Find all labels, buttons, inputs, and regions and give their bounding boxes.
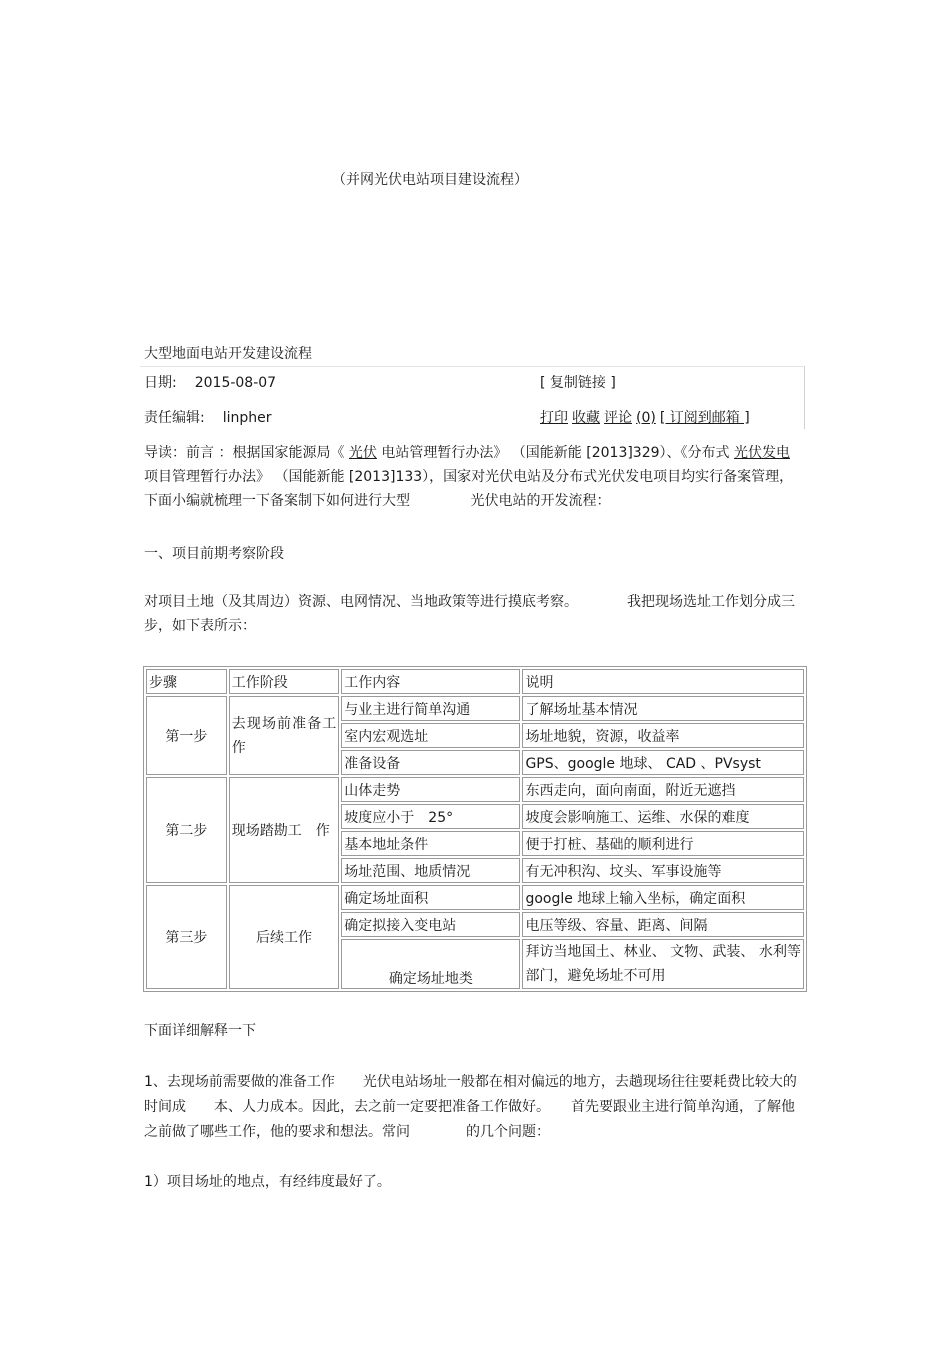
subscribe-link[interactable]: [ 订阅到邮箱 ] (659, 410, 750, 426)
note-cell: 了解场址基本情况 (522, 696, 804, 721)
step-cell: 第一步 (146, 696, 227, 775)
table-row (146, 885, 804, 910)
intro-text-2: 电站管理暂行办法》 （国能新能 [2013]329）、《分布式 (376, 445, 734, 461)
article-title: 大型地面电站开发建设流程 (144, 346, 312, 362)
editor-row (144, 407, 272, 427)
content-cell: 确定场址面积 (341, 885, 520, 910)
document-subtitle: （并网光伏电站项目建设流程） (332, 172, 528, 188)
comment-count: (0) (636, 410, 656, 426)
stage-cell: 现场踏勘工 作 (229, 777, 340, 883)
step-cell: 第三步 (146, 885, 227, 989)
date-value: 2015-08-07 (194, 375, 277, 391)
stage-cell: 后续工作 (229, 885, 340, 989)
table-row (146, 777, 804, 802)
section-heading-2: 下面详细解释一下 (144, 1023, 256, 1039)
content-cell: 坡度应小于 25° (341, 804, 520, 829)
note-cell: 东西走向，面向南面，附近无遮挡 (522, 777, 804, 802)
stage-cell: 去现场前准备工作 (229, 696, 340, 775)
copy-link-button[interactable]: [ 复制链接 ] (540, 375, 616, 391)
date-row (144, 372, 276, 392)
paragraph-preparation: 1、去现场前需要做的准备工作 光伏电站场址一般都在相对偏远的地方，去趟现场往往要耗费比较大的时间成 本、人力成本。因此，去之前一定要把准备工作做好。 首先要跟业主进行简单沟通，了解他之前做了哪些工作，他的要求和想法。常问 的几个问题： (144, 1074, 797, 1140)
content-cell: 准备设备 (341, 750, 520, 775)
intro-text-3: 项目管理暂行办法》 （国能新能 [2013]133），国家对光伏电站及分布式光伏发电项目均实行备案管理，下面小编就梳理一下备案制下如何进行大型 光伏电站的开发流程： (144, 469, 794, 509)
editor-label: 责任编辑: (144, 410, 205, 426)
note-cell: 便于打桩、基础的顺利进行 (522, 831, 804, 856)
intro-link-pv[interactable]: 光伏 (348, 445, 377, 461)
content-cell: 场址范围、地质情况 (341, 858, 520, 883)
table-row (146, 696, 804, 721)
list-item: 1）项目场址的地点，有经纬度最好了。 (144, 1174, 391, 1190)
paragraph-site-survey: 对项目土地（及其周边）资源、电网情况、当地政策等进行摸底考察。 我把现场选址工作划分成三步，如下表所示： (144, 594, 795, 634)
print-link[interactable]: 打印 (540, 410, 568, 426)
note-cell: GPS、google 地球、 CAD 、PVsyst (522, 750, 804, 775)
note-cell: 拜访当地国土、林业、 文物、武装、 水利等部门，避免场址不可用 (522, 939, 804, 989)
note-cell: 场址地貌，资源，收益率 (522, 723, 804, 748)
note-cell: 有无冲积沟、坟头、军事设施等 (522, 858, 804, 883)
intro-text-1: 导读：前言 ：根据国家能源局《 (144, 445, 349, 461)
note-cell: 电压等级、容量、距离、间隔 (522, 912, 804, 937)
table-header-cell: 工作内容 (341, 669, 520, 694)
site-selection-table (143, 666, 807, 992)
content-cell: 确定场址地类 (341, 939, 520, 989)
table-header-cell: 工作阶段 (229, 669, 340, 694)
table-header-cell: 步骤 (146, 669, 227, 694)
note-cell: 坡度会影响施工、运维、水保的难度 (522, 804, 804, 829)
comment-link[interactable]: 评论 (604, 410, 632, 426)
content-cell: 确定拟接入变电站 (341, 912, 520, 937)
content-cell: 山体走势 (341, 777, 520, 802)
intro-link-pv-power[interactable]: 光伏发电 (733, 445, 790, 461)
intro-paragraph (144, 441, 806, 513)
content-cell: 与业主进行简单沟通 (341, 696, 520, 721)
content-cell: 基本地址条件 (341, 831, 520, 856)
editor-value: linpher (222, 410, 272, 426)
note-cell: google 地球上输入坐标，确定面积 (522, 885, 804, 910)
step-cell: 第二步 (146, 777, 227, 883)
section-heading-1: 一、项目前期考察阶段 (144, 546, 284, 562)
table-header-row (146, 669, 804, 694)
content-cell: 室内宏观选址 (341, 723, 520, 748)
date-label: 日期: (144, 375, 177, 391)
table-header-cell: 说明 (522, 669, 804, 694)
favorite-link[interactable]: 收藏 (572, 410, 600, 426)
article-actions (540, 407, 754, 427)
